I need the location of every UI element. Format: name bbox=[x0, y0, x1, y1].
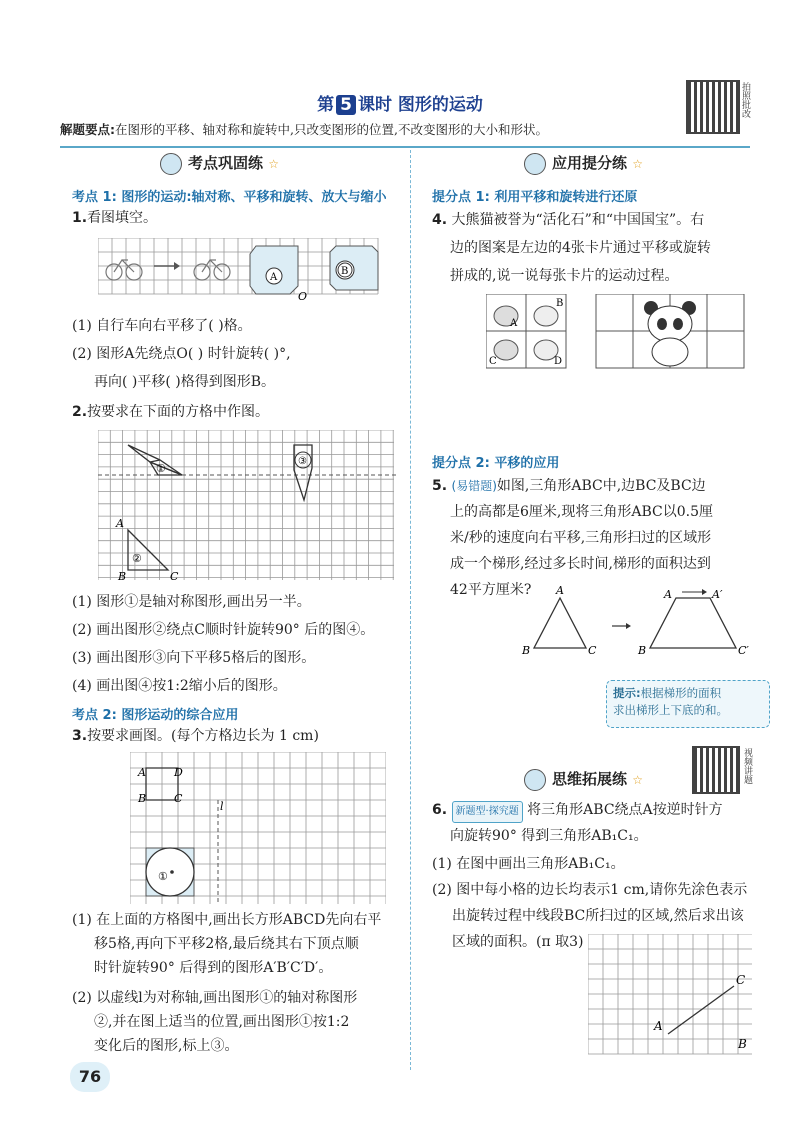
q6-sub2a: (2) 图中每小格的边长均表示1 cm,请你先涂色表示 bbox=[432, 882, 748, 898]
lesson-suffix: 课时 bbox=[357, 95, 392, 115]
panda-icon bbox=[644, 301, 696, 366]
q-number: 3. bbox=[72, 728, 88, 744]
keypoint-label: 考点 1: bbox=[72, 190, 117, 205]
section-application bbox=[524, 152, 643, 175]
video-qr-code-icon[interactable] bbox=[692, 746, 740, 794]
line-l-label: l bbox=[220, 800, 224, 813]
q4-line3: 拼成的,说一说每张卡片的运动过程。 bbox=[450, 268, 679, 284]
q1-sub2b: 再向( )平移( )格得到图形B。 bbox=[94, 374, 276, 390]
lesson-name: 图形的运动 bbox=[397, 95, 483, 115]
panda-card-a bbox=[494, 306, 518, 329]
mascot-icon bbox=[160, 153, 182, 175]
q-number: 6. bbox=[432, 802, 448, 818]
point-c-label: C bbox=[588, 644, 597, 657]
q6-sub2b: 出旋转过程中线段BC所扫过的区域,然后求出该 bbox=[452, 908, 744, 924]
q4-line1: 大熊猫被誉为“活化石”和“中国国宝”。右 bbox=[451, 212, 705, 228]
keypoint-2 bbox=[72, 704, 238, 723]
point-b-label: B bbox=[522, 644, 531, 657]
hint-line1: 根据梯形的面积 bbox=[640, 686, 722, 700]
mascot-icon bbox=[524, 769, 546, 791]
q-text: 按要求在下面的方格中作图。 bbox=[87, 404, 270, 420]
q-number: 1. bbox=[72, 210, 88, 226]
hint-line2: 求出梯形上下底的和。 bbox=[613, 703, 728, 717]
point-a-label: A bbox=[664, 588, 672, 601]
figure-2-label: ② bbox=[132, 552, 142, 565]
section-consolidation bbox=[160, 152, 279, 175]
page-number: 76 bbox=[70, 1062, 110, 1092]
bicycle-left-icon bbox=[106, 260, 142, 280]
q1-stem bbox=[72, 208, 157, 228]
point-a-label: A bbox=[138, 766, 146, 779]
q4-stem bbox=[432, 210, 762, 230]
point-d-label: D bbox=[174, 766, 183, 779]
q2-sub2: (2) 画出图形②绕点C顺时针旋转90° 后的图④。 bbox=[72, 622, 375, 638]
q3-grid-figure bbox=[130, 752, 386, 904]
keypoint-label: 提分点 1: bbox=[432, 190, 490, 205]
star-icon: ☆ bbox=[632, 157, 644, 171]
point-b-label: B bbox=[638, 644, 647, 657]
panda-card-c bbox=[489, 340, 518, 367]
arrow-right-icon bbox=[612, 623, 631, 629]
qr-caption-top: 拍照批改 bbox=[740, 82, 750, 118]
section-title: 思维拓展练 bbox=[552, 770, 628, 788]
star-icon: ☆ bbox=[268, 157, 280, 171]
q3-sub2b: ②,并在图上适当的位置,画出图形①按1:2 bbox=[94, 1014, 350, 1030]
q2-grid-figure bbox=[98, 430, 398, 582]
point-a-label: A bbox=[116, 517, 124, 530]
q1-sub1: (1) 自行车向右平移了( )格。 bbox=[72, 318, 252, 334]
keypoint-title: 平移的应用 bbox=[494, 456, 560, 471]
improve-point-2 bbox=[432, 452, 559, 471]
q5-figure bbox=[520, 584, 760, 664]
q-number: 2. bbox=[72, 404, 88, 420]
point-b-label: B bbox=[738, 1037, 747, 1051]
keypoint-title: 利用平移和旋转进行还原 bbox=[494, 190, 638, 205]
card-b-label: B bbox=[556, 298, 564, 309]
q3-stem bbox=[72, 726, 319, 746]
q5-line3: 米/秒的速度向右平移,三角形扫过的区域形 bbox=[450, 530, 712, 546]
solving-tip bbox=[60, 120, 750, 148]
q2-sub3: (3) 画出图形③向下平移5格后的图形。 bbox=[72, 650, 316, 666]
q2-sub1: (1) 图形①是轴对称图形,画出另一半。 bbox=[72, 594, 311, 610]
shape-b-label: B bbox=[341, 266, 349, 277]
q2-stem bbox=[72, 402, 269, 422]
q3-sub1a: (1) 在上面的方格图中,画出长方形ABCD先向右平 bbox=[72, 912, 382, 928]
panda-card-b bbox=[534, 298, 563, 326]
section-title: 考点巩固练 bbox=[188, 154, 264, 172]
section-extension bbox=[524, 768, 643, 791]
lesson-prefix: 第 bbox=[317, 95, 335, 115]
q-number: 5. bbox=[432, 478, 448, 494]
card-c-label: C bbox=[489, 356, 497, 367]
q4-line2: 边的图案是左边的4张卡片通过平移或旋转 bbox=[450, 240, 711, 256]
bicycle-right-icon bbox=[194, 260, 230, 280]
panda-card-d bbox=[534, 340, 562, 367]
point-b-label: B bbox=[118, 570, 127, 582]
q5-line1: 如图,三角形ABC中,边BC及BC边 bbox=[496, 478, 706, 494]
keypoint-title: 图形运动的综合应用 bbox=[121, 708, 239, 723]
shape-b bbox=[330, 246, 378, 290]
q3-sub2c: 变化后的图形,标上③。 bbox=[94, 1038, 239, 1054]
point-a-label: A bbox=[556, 584, 564, 597]
triangle-abc bbox=[521, 584, 597, 657]
column-divider bbox=[410, 150, 411, 1070]
q2-sub4: (4) 画出图④按1:2缩小后的图形。 bbox=[72, 678, 287, 694]
q-number: 4. bbox=[432, 212, 448, 228]
lesson-number: 5 bbox=[336, 95, 356, 115]
point-a-label: A bbox=[654, 1019, 663, 1033]
q-text: 看图填空。 bbox=[87, 210, 158, 226]
tip-label: 解题要点: bbox=[60, 122, 115, 137]
figure-1-circle bbox=[146, 848, 194, 896]
q6-sub1: (1) 在图中画出三角形AB₁C₁。 bbox=[432, 856, 625, 872]
q6-line2: 向旋转90° 得到三角形AB₁C₁。 bbox=[450, 828, 648, 844]
hint-label: 提示: bbox=[613, 686, 641, 700]
q-text: 按要求画图。(每个方格边长为 1 cm) bbox=[87, 728, 319, 744]
card-a-label: A bbox=[510, 318, 518, 329]
figure-1 bbox=[128, 445, 182, 475]
q6-sub2c: 区域的面积。(π 取3) bbox=[452, 934, 584, 950]
q6-grid bbox=[588, 934, 752, 1054]
q5-stem bbox=[432, 476, 706, 496]
tip-text: 在图形的平移、轴对称和旋转中,只改变图形的位置,不改变图形的大小和形状。 bbox=[115, 122, 548, 137]
trapezoid bbox=[637, 588, 749, 657]
improve-point-1 bbox=[432, 186, 637, 205]
star-icon: ☆ bbox=[632, 773, 644, 787]
point-c-label: C bbox=[170, 570, 179, 582]
qr-caption-bottom: 视频讲题 bbox=[742, 748, 752, 784]
q1-sub2: (2) 图形A先绕点O( ) 时针旋转( )°, bbox=[72, 346, 291, 362]
keypoint-title: 图形的运动:轴对称、平移和旋转、放大与缩小 bbox=[121, 190, 387, 205]
point-a-prime-label: A′ bbox=[712, 588, 723, 601]
card-d-label: D bbox=[554, 356, 563, 367]
keypoint-label: 考点 2: bbox=[72, 708, 117, 723]
rectangle-abcd bbox=[137, 766, 183, 805]
q5-line5: 42平方厘米? bbox=[450, 582, 532, 598]
point-c-label: C bbox=[736, 973, 746, 987]
q1-grid-figure bbox=[98, 238, 382, 300]
q5-line2: 上的高都是6厘米,现将三角形ABC以0.5厘 bbox=[450, 504, 713, 520]
q2-grid bbox=[98, 430, 394, 580]
q6-stem bbox=[432, 800, 723, 823]
keypoint-label: 提分点 2: bbox=[432, 456, 490, 471]
figure-1-label: ① bbox=[158, 870, 168, 883]
mascot-icon bbox=[524, 153, 546, 175]
error-prone-tag: (易错题) bbox=[451, 479, 497, 493]
shape-a-label: A bbox=[270, 272, 278, 283]
hint-box bbox=[606, 680, 770, 728]
q6-line1: 将三角形ABC绕点A按逆时针方 bbox=[527, 802, 723, 818]
point-o-label: O bbox=[298, 290, 308, 300]
q4-panda-figure bbox=[486, 294, 746, 370]
arrow-right-icon bbox=[154, 262, 180, 270]
shape-a bbox=[250, 246, 307, 300]
q3-sub2a: (2) 以虚线l为对称轴,画出图形①的轴对称图形 bbox=[72, 990, 358, 1006]
new-type-tag: 新题型·探究题 bbox=[452, 801, 523, 823]
q3-sub1c: 时针旋转90° 后得到的图形A′B′C′D′。 bbox=[94, 960, 333, 976]
lesson-title bbox=[0, 90, 800, 115]
q3-sub1b: 移5格,再向下平移2格,最后绕其右下顶点顺 bbox=[94, 936, 359, 952]
point-c-label: C bbox=[174, 792, 183, 805]
figure-1-label: ① bbox=[156, 462, 166, 475]
section-title: 应用提分练 bbox=[552, 154, 628, 172]
q6-grid-figure bbox=[588, 934, 754, 1056]
figure-3-label: ③ bbox=[298, 456, 307, 467]
q5-line4: 成一个梯形,经过多长时间,梯形的面积达到 bbox=[450, 556, 711, 572]
point-c-prime-label: C′ bbox=[738, 644, 749, 657]
point-b-label: B bbox=[138, 792, 147, 805]
keypoint-1 bbox=[72, 186, 387, 205]
